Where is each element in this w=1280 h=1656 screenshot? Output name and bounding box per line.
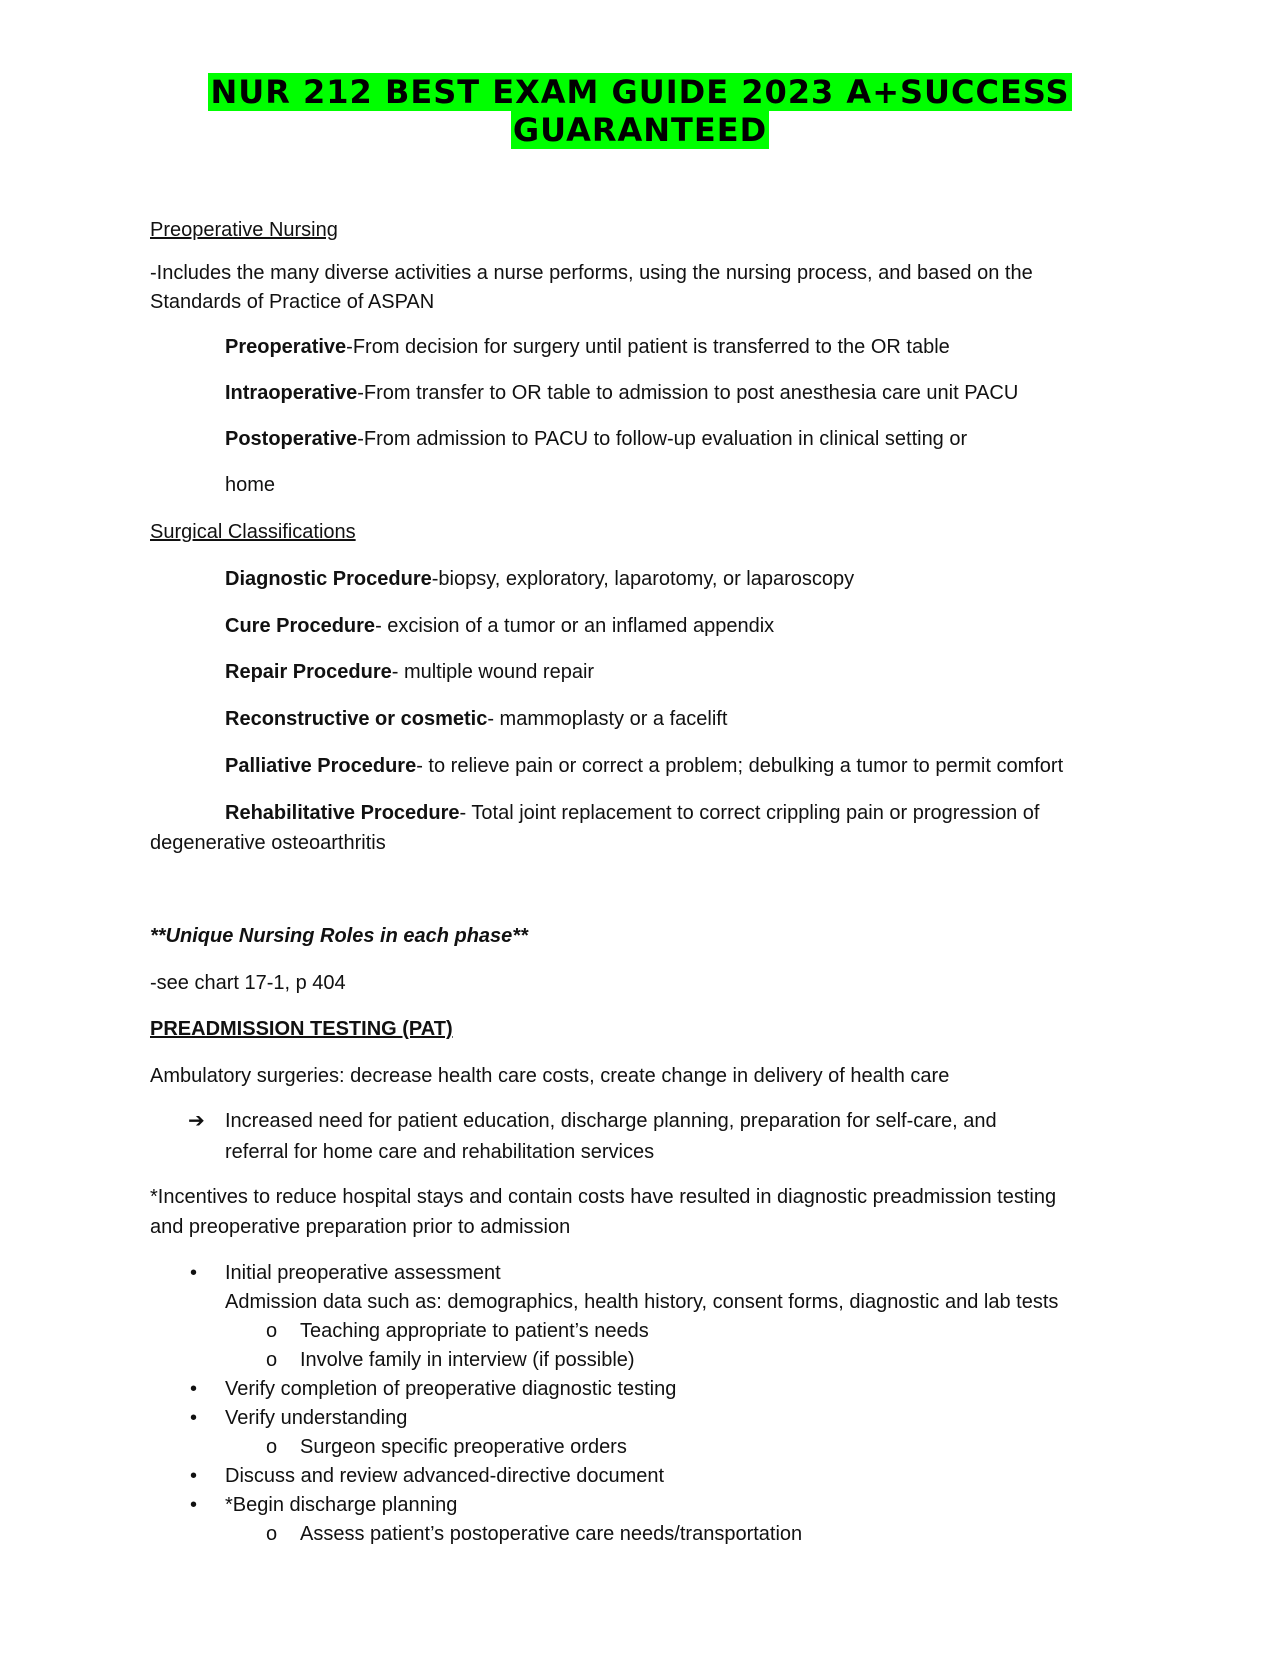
phase-description: -From admission to PACU to follow-up evaluation in clinical setting or	[357, 428, 968, 450]
classification-description: - to relieve pain or correct a problem; debulking a tumor to permit comfort	[416, 755, 1064, 777]
ambulatory-surgeries-text: Ambulatory surgeries: decrease health care costs, create change in delivery of health care	[150, 1065, 950, 1087]
phase-description: -From transfer to OR table to admission to post anesthesia care unit PACU	[357, 382, 1019, 404]
classification-description: - multiple wound repair	[391, 661, 595, 683]
phase-term: Postoperative	[225, 428, 358, 450]
classification-repair	[225, 658, 594, 687]
sub-bullet-icon: o	[266, 1523, 278, 1545]
classification-term: Reconstructive or cosmetic	[225, 708, 488, 730]
sub-bullet-icon: o	[266, 1436, 278, 1458]
preop-intro-line-2: Standards of Practice of ASPAN	[150, 291, 435, 313]
classification-description: - excision of a tumor or an inflamed appendix	[375, 615, 775, 637]
title-highlight: NUR 212 BEST EXAM GUIDE 2023 A+SUCCESS	[210, 73, 1070, 111]
bullet-icon: •	[190, 1465, 198, 1487]
classification-term: Palliative Procedure	[225, 755, 417, 777]
classification-reconstructive	[225, 705, 727, 734]
phase-term: Preoperative	[225, 336, 347, 358]
list-item-advance-directive: Discuss and review advanced-directive document	[225, 1465, 665, 1487]
document-title-line-1	[0, 73, 1280, 111]
sub-item-surgeon-orders: Surgeon specific preoperative orders	[300, 1436, 627, 1458]
phase-postoperative-continued: home	[225, 474, 276, 496]
bullet-icon: •	[190, 1378, 198, 1400]
arrow-item-line-2: referral for home care and rehabilitation services	[225, 1141, 655, 1163]
list-item-admission-data: Admission data such as: demographics, health history, consent forms, diagnostic and lab tests	[225, 1291, 1059, 1313]
arrow-bullet-icon: ➔	[188, 1110, 205, 1132]
classification-description: - Total joint replacement to correct crippling pain or progression of	[459, 802, 1040, 824]
list-item-initial-assessment: Initial preoperative assessment	[225, 1262, 501, 1284]
classification-rehabilitative-continued: degenerative osteoarthritis	[150, 832, 386, 854]
arrow-item-line-1: Increased need for patient education, discharge planning, preparation for self-care, and	[225, 1110, 997, 1132]
sub-item-involve-family: Involve family in interview (if possible)	[300, 1349, 635, 1371]
sub-bullet-icon: o	[266, 1349, 278, 1371]
phase-intraoperative	[225, 379, 1018, 408]
list-item-discharge-planning: *Begin discharge planning	[225, 1494, 458, 1516]
classification-term: Diagnostic Procedure	[225, 568, 432, 590]
phase-preoperative	[225, 333, 950, 362]
chart-reference-note: -see chart 17-1, p 404	[150, 972, 346, 994]
section-heading-preadmission-testing: PREADMISSION TESTING (PAT)	[150, 1018, 453, 1040]
list-item-verify-testing: Verify completion of preoperative diagnostic testing	[225, 1378, 677, 1400]
classification-rehabilitative	[225, 799, 1039, 828]
section-heading-preoperative-nursing: Preoperative Nursing	[150, 219, 338, 241]
classification-palliative	[225, 752, 1063, 781]
classification-diagnostic	[225, 565, 854, 594]
classification-term: Rehabilitative Procedure	[225, 802, 460, 824]
list-item-verify-understanding: Verify understanding	[225, 1407, 408, 1429]
sub-item-teaching: Teaching appropriate to patient’s needs	[300, 1320, 649, 1342]
sub-item-postop-needs: Assess patient’s postoperative care needs/transportation	[300, 1523, 803, 1545]
incentives-line-1: *Incentives to reduce hospital stays and contain costs have resulted in diagnostic preadmission testing	[150, 1186, 1057, 1208]
incentives-line-2: and preoperative preparation prior to admission	[150, 1216, 571, 1238]
phase-postoperative	[225, 425, 967, 454]
preop-intro-line-1: -Includes the many diverse activities a nurse performs, using the nursing process, and based on the	[150, 262, 1033, 284]
bullet-icon: •	[190, 1494, 198, 1516]
section-heading-surgical-classifications: Surgical Classifications	[150, 521, 356, 543]
bullet-icon: •	[190, 1262, 198, 1284]
classification-term: Cure Procedure	[225, 615, 376, 637]
classification-term: Repair Procedure	[225, 661, 392, 683]
phase-term: Intraoperative	[225, 382, 358, 404]
classification-description: - mammoplasty or a facelift	[487, 708, 728, 730]
sub-bullet-icon: o	[266, 1320, 278, 1342]
title-highlight: GUARANTEED	[512, 111, 768, 149]
phase-description: -From decision for surgery until patient is transferred to the OR table	[346, 336, 950, 358]
classification-cure	[225, 612, 774, 641]
bullet-icon: •	[190, 1407, 198, 1429]
classification-description: -biopsy, exploratory, laparotomy, or laparoscopy	[431, 568, 855, 590]
unique-nursing-roles-heading: **Unique Nursing Roles in each phase**	[150, 925, 528, 947]
document-title-line-2	[0, 111, 1280, 149]
